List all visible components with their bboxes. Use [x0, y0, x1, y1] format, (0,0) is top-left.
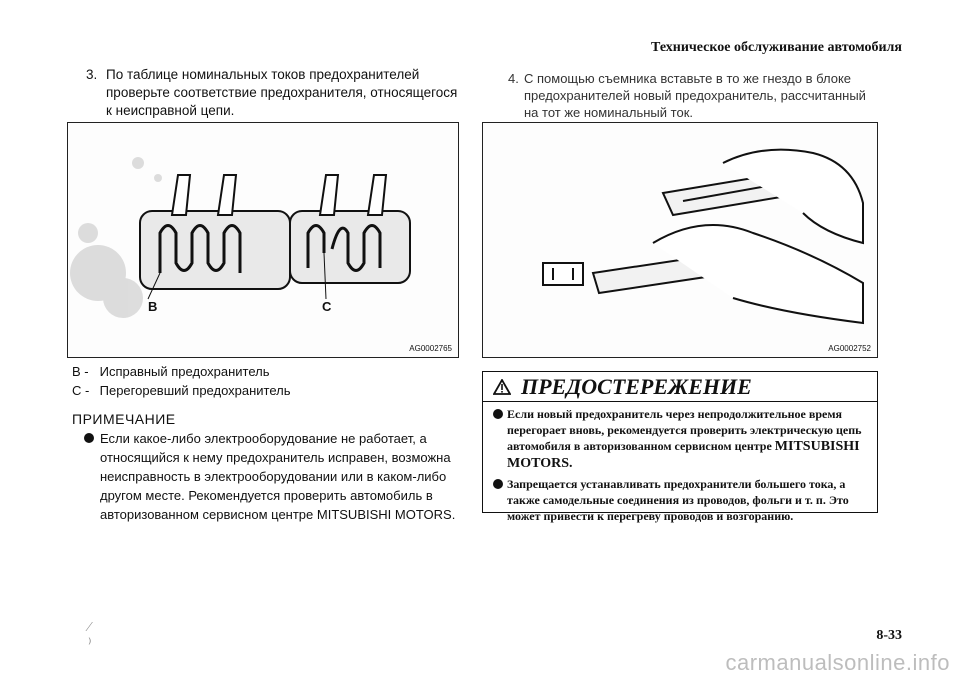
warning-item-2 — [483, 476, 877, 524]
step-3-number: 3. — [86, 67, 98, 82]
watermark: carmanualsonline.info — [725, 650, 950, 675]
note-title: ПРИМЕЧАНИЕ — [72, 411, 176, 427]
figure-legend — [72, 362, 291, 400]
fuse-illustration — [68, 123, 458, 357]
fuse-label-b: B — [148, 299, 158, 314]
bullet-icon — [493, 409, 503, 419]
fuse-icon — [543, 263, 583, 285]
note-text: Если какое-либо электрооборудование не работает, а относящийся к нему предохранитель исправен, возможна неисправность в электрооборудовании или в каком-либо другом месте. Рекомендуется проверить автомобиль в авторизованном сервисном центре MITSUBISHI MOTORS. — [100, 431, 456, 522]
legend-key-b: B - — [72, 364, 89, 379]
bullet-icon — [493, 479, 503, 489]
margin-mark: ⁄ ⁾ — [88, 620, 92, 652]
figure-code-left: AG0002765 — [409, 344, 452, 353]
step-4 — [508, 70, 878, 121]
step-3-text: По таблице номинальных токов предохранителей проверьте соответствие предохранителя, относящегося к неисправной цепи. — [106, 67, 458, 118]
blown-fuse-icon — [290, 175, 410, 283]
bullet-icon — [84, 433, 94, 443]
legend-row-b — [72, 362, 291, 381]
warning-item-1-text: Если новый предохранитель через непродолжительное время перегорает вновь, рекомендуется проверить электрическую цепь автомобиля в авторизованном сервисном центре — [507, 407, 862, 453]
warning-header — [483, 372, 877, 402]
warning-item-1 — [483, 406, 877, 472]
fuse-label-c: C — [322, 299, 332, 314]
step-4-text: С помощью съемника вставьте в то же гнездо в блоке предохранителей новый предохранитель, рассчитанный на тот же номинальный ток. — [524, 71, 866, 120]
page-number: 8-33 — [876, 628, 902, 643]
step-4-number: 4. — [508, 71, 519, 86]
warning-item-2-text: Запрещается устанавливать предохранители большего тока, а также самодельные соединения из проводов, фольги и т. п. Это может привести к перегреву проводов и возгоранию. — [507, 477, 849, 523]
warning-item-1-brand: MITSUBISHI MOTORS. — [507, 439, 860, 471]
legend-key-c: C - — [72, 383, 90, 398]
note-section — [72, 410, 472, 524]
good-fuse-icon — [140, 175, 290, 289]
figure-code-right: AG0002752 — [828, 344, 871, 353]
legend-text-b: Исправный предохранитель — [99, 364, 270, 379]
step-3 — [86, 66, 466, 120]
fuse-puller-figure — [482, 122, 878, 358]
fuse-puller-illustration — [483, 123, 877, 357]
warning-box — [482, 371, 878, 523]
warning-triangle-icon — [493, 379, 511, 395]
legend-text-c: Перегоревший предохранитель — [99, 383, 291, 398]
page-header: Техническое обслуживание автомобиля — [651, 40, 902, 55]
fuse-comparison-figure — [67, 122, 459, 358]
warning-title: ПРЕДОСТЕРЕЖЕНИЕ — [521, 373, 752, 399]
legend-row-c — [72, 381, 291, 400]
